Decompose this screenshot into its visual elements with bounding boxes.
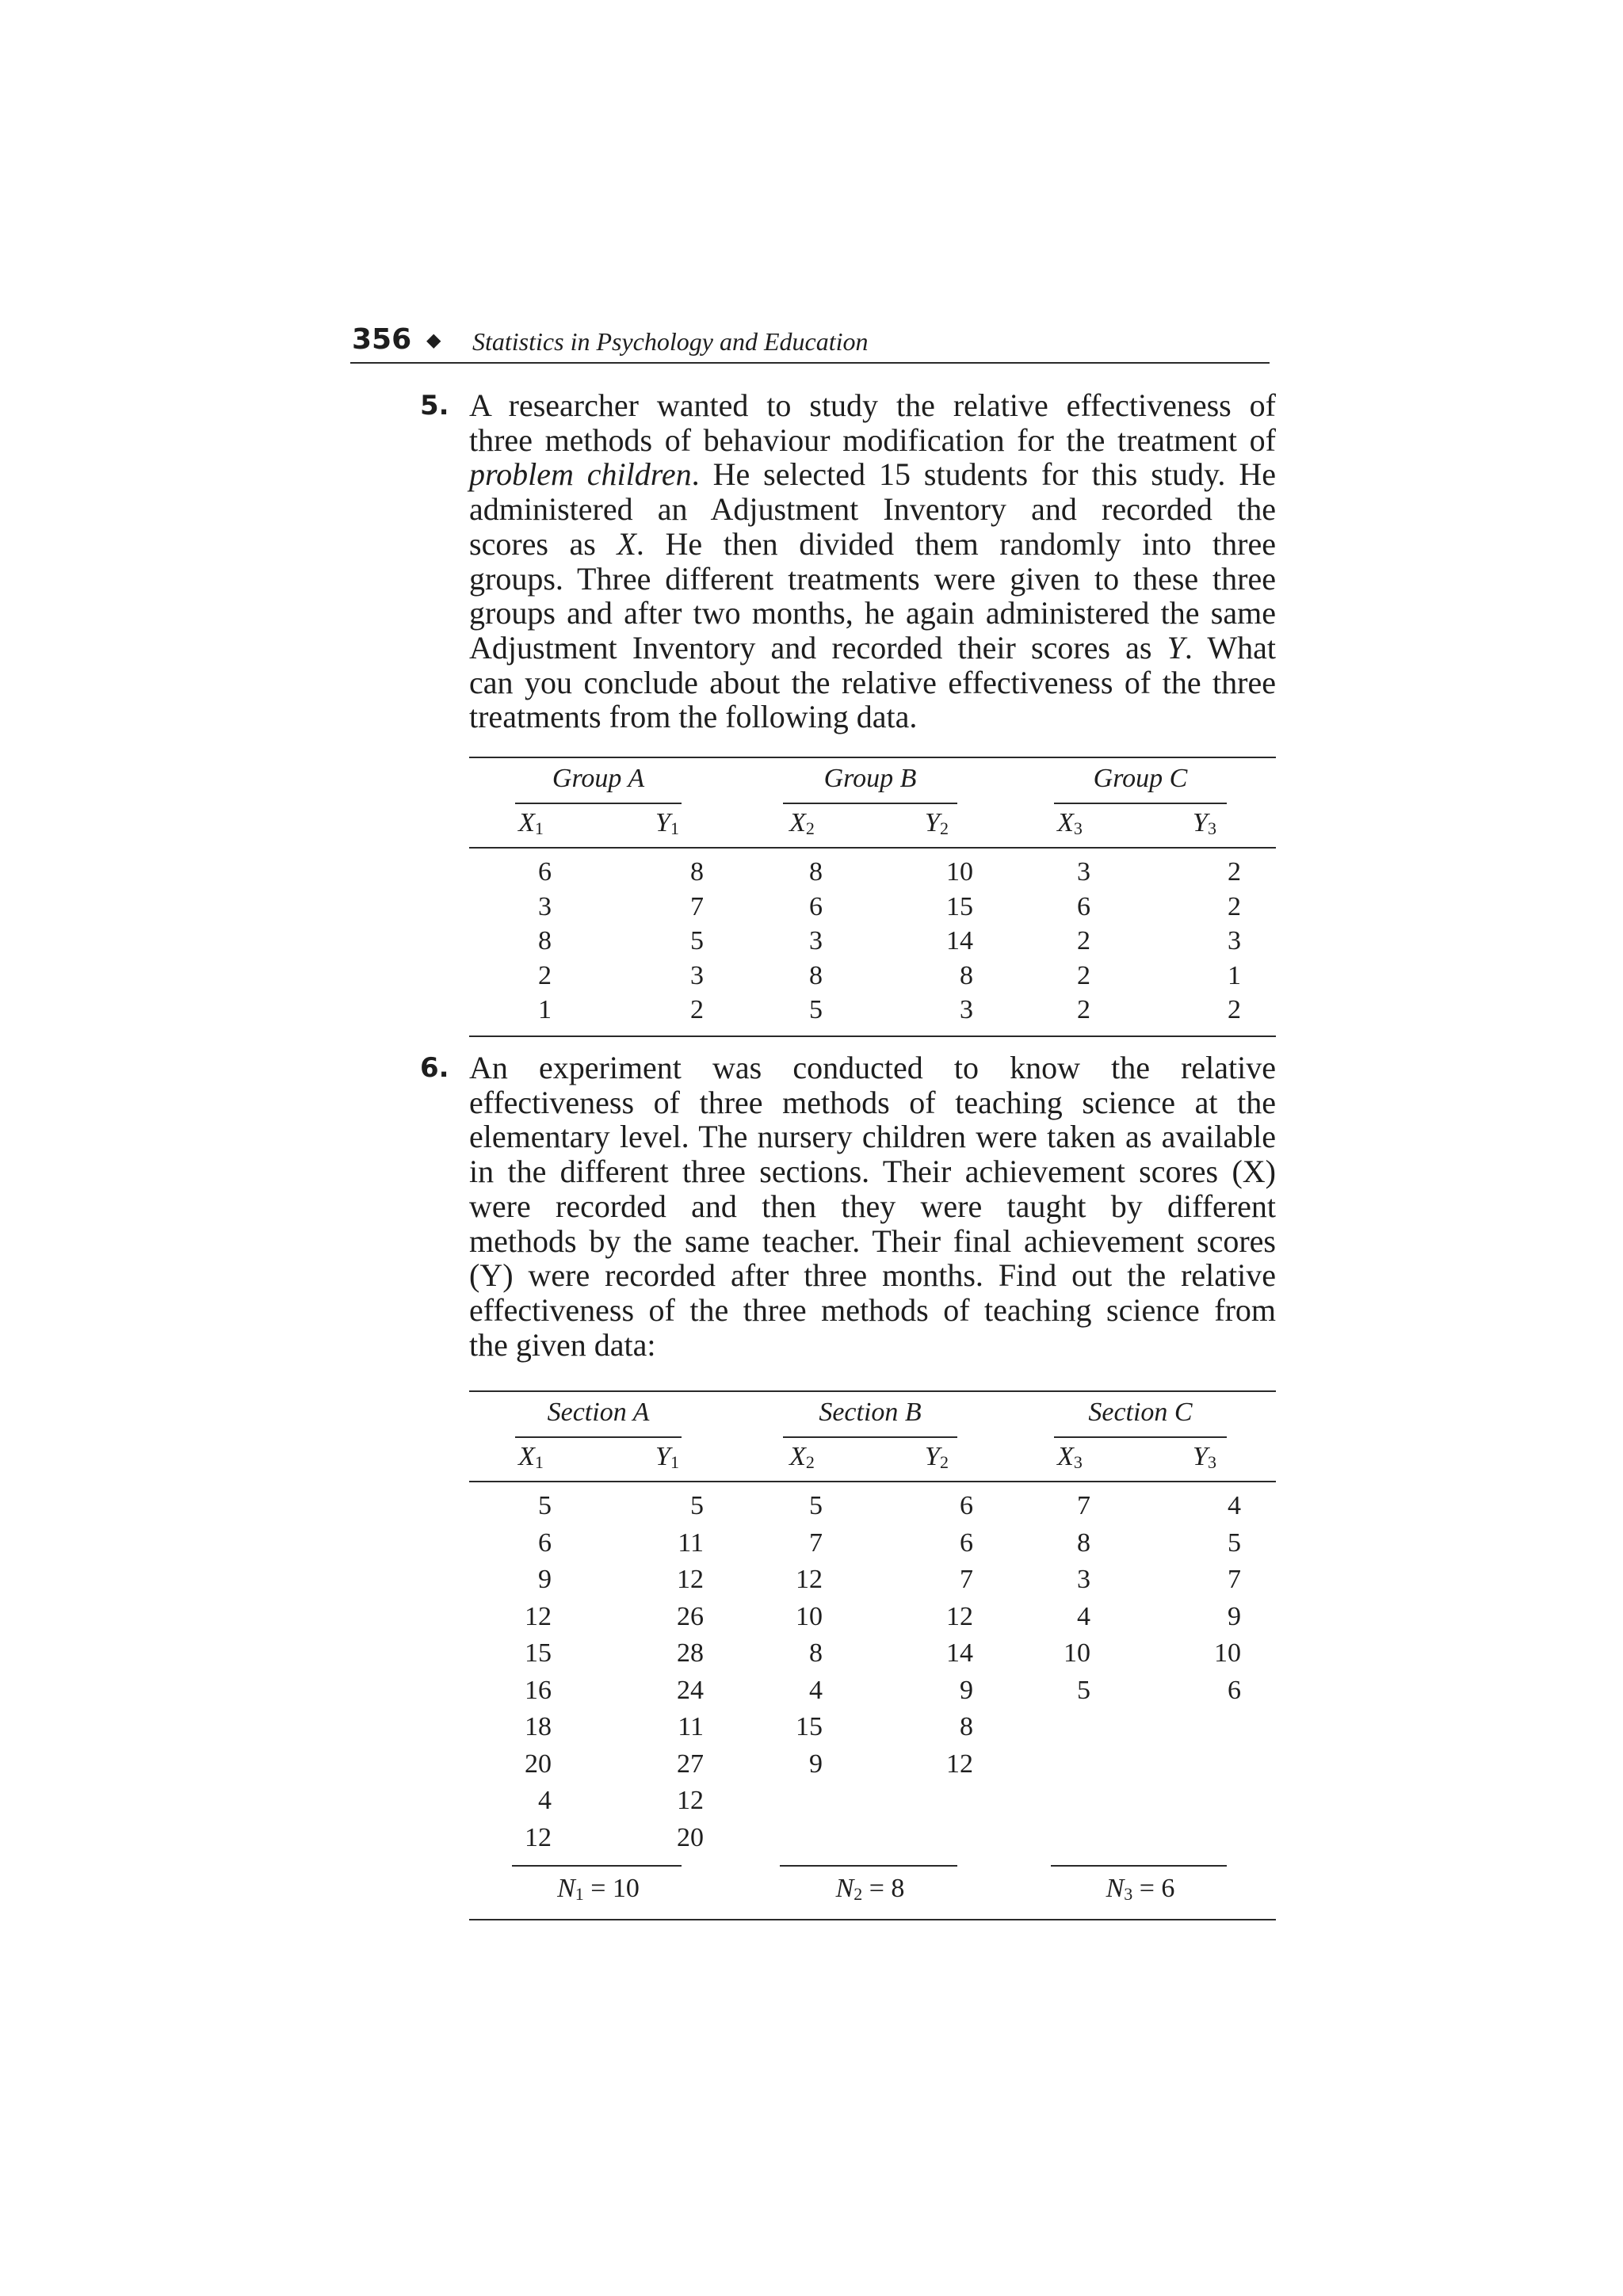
x-value-cell: 9 xyxy=(809,1749,823,1779)
sample-size xyxy=(1022,1873,1259,1910)
q6-line: the given data: xyxy=(469,1326,656,1363)
x-value-cell: 5 xyxy=(809,1491,823,1520)
column-header xyxy=(1038,1441,1102,1478)
x-value-cell: 15 xyxy=(796,1712,823,1741)
y-value-cell: 12 xyxy=(677,1565,704,1594)
x-value-cell: 5 xyxy=(538,1491,552,1520)
group-heading: Section B xyxy=(819,1398,922,1427)
sample-size xyxy=(479,1873,717,1910)
header-bottom-rule xyxy=(469,1481,1276,1482)
column-subscript: 1 xyxy=(534,818,544,838)
column-header xyxy=(770,1441,834,1478)
y-value-cell: 26 xyxy=(677,1601,704,1631)
table-top-rule xyxy=(469,1390,1276,1392)
column-variable: Y xyxy=(925,808,940,837)
x-value-cell: 6 xyxy=(538,857,552,887)
x-value-cell: 3 xyxy=(1077,857,1090,887)
column-variable: Y xyxy=(1193,1442,1208,1471)
q6-line: in the different three sections. Their achievement scores (X) xyxy=(469,1154,1276,1190)
column-subscript: 2 xyxy=(805,1452,815,1472)
y-value-cell: 28 xyxy=(677,1638,704,1668)
n-subscript: 2 xyxy=(854,1884,863,1904)
sample-size xyxy=(751,1873,989,1910)
x-value-cell: 10 xyxy=(796,1601,823,1631)
q6-line: effectiveness of the three methods of teaching science from xyxy=(469,1291,1276,1328)
column-variable: X xyxy=(518,1442,535,1471)
x-value-cell: 8 xyxy=(1077,1527,1090,1558)
y-value-cell: 10 xyxy=(1214,1638,1241,1668)
y-value-cell: 8 xyxy=(690,857,704,887)
y-value-cell: 6 xyxy=(960,1527,973,1558)
column-header xyxy=(905,1441,968,1478)
x-value-cell: 7 xyxy=(1077,1491,1090,1520)
y-value-cell: 5 xyxy=(1228,1527,1241,1558)
column-header xyxy=(770,807,834,845)
q5-line: administered an Adjustment Inventory and recorded the xyxy=(469,491,1276,528)
x-value-cell: 12 xyxy=(796,1565,823,1594)
x-value-cell: 2 xyxy=(1077,960,1090,990)
group-underline xyxy=(515,803,682,804)
n-value: = 8 xyxy=(869,1874,905,1903)
column-header xyxy=(905,807,968,845)
q5-line xyxy=(469,457,1276,492)
column-header xyxy=(636,807,699,845)
x-value-cell: 12 xyxy=(525,1822,552,1852)
x-value-cell: 2 xyxy=(1077,926,1090,955)
x-value-cell: 2 xyxy=(1077,995,1090,1024)
x-value-cell: 4 xyxy=(1077,1601,1090,1631)
group-heading: Group B xyxy=(823,764,917,793)
x-value-cell: 3 xyxy=(1077,1565,1090,1594)
n-variable: N xyxy=(557,1874,575,1903)
x-value-cell: 10 xyxy=(1064,1638,1090,1668)
y-value-cell: 7 xyxy=(690,891,704,921)
x-value-cell: 12 xyxy=(525,1601,552,1631)
x-value-cell: 6 xyxy=(809,891,823,921)
group-underline xyxy=(515,1436,682,1438)
n-value: = 6 xyxy=(1139,1874,1175,1903)
x-value-cell: 20 xyxy=(525,1749,552,1779)
total-rule xyxy=(512,1865,682,1867)
question-5-table xyxy=(469,757,1276,1042)
x-value-cell: 8 xyxy=(809,857,823,887)
x-value-cell: 8 xyxy=(809,960,823,990)
n-variable: N xyxy=(835,1874,854,1903)
y-value-cell: 9 xyxy=(960,1675,973,1705)
column-subscript: 2 xyxy=(939,1452,949,1472)
column-subscript: 3 xyxy=(1207,818,1216,838)
y-value-cell: 8 xyxy=(960,1712,973,1741)
x-value-cell: 8 xyxy=(809,1638,823,1668)
running-head xyxy=(350,318,1270,365)
x-value-cell: 18 xyxy=(525,1712,552,1741)
x-value-cell: 6 xyxy=(538,1527,552,1558)
x-value-cell: 6 xyxy=(1077,891,1090,921)
q5-var-y: Y xyxy=(1167,629,1185,666)
x-value-cell: 3 xyxy=(809,926,823,955)
book-title: Statistics in Psychology and Education xyxy=(472,327,869,356)
group-heading: Group A xyxy=(552,764,645,793)
q5-line: can you conclude about the relative effectiveness of the three xyxy=(469,664,1276,700)
column-header xyxy=(1173,1441,1236,1478)
y-value-cell: 5 xyxy=(690,1491,704,1520)
x-value-cell: 7 xyxy=(809,1527,823,1558)
y-value-cell: 3 xyxy=(1228,926,1241,955)
y-value-cell: 9 xyxy=(1228,1601,1241,1631)
question-6-number: 6. xyxy=(420,1052,449,1084)
x-value-cell: 5 xyxy=(1077,1675,1090,1705)
y-value-cell: 5 xyxy=(690,926,704,955)
y-value-cell: 15 xyxy=(946,891,973,921)
y-value-cell: 2 xyxy=(690,995,704,1024)
question-6-text xyxy=(469,1051,1276,1362)
y-value-cell: 4 xyxy=(1228,1491,1241,1520)
q5-var-x: X xyxy=(617,525,636,562)
x-value-cell: 8 xyxy=(538,926,552,955)
group-heading: Section C xyxy=(1088,1398,1193,1427)
y-value-cell: 20 xyxy=(677,1822,704,1852)
column-header xyxy=(636,1441,699,1478)
y-value-cell: 24 xyxy=(677,1675,704,1705)
group-underline xyxy=(1054,1436,1227,1438)
column-subscript: 2 xyxy=(805,818,815,838)
x-value-cell: 4 xyxy=(809,1675,823,1705)
group-underline xyxy=(1054,803,1227,804)
q5-italic-phrase: problem children xyxy=(469,456,692,493)
header-bottom-rule xyxy=(469,847,1276,849)
header-rule xyxy=(350,362,1270,364)
x-value-cell: 9 xyxy=(538,1565,552,1594)
q6-line: effectiveness of three methods of teaching science at the xyxy=(469,1084,1276,1120)
column-variable: X xyxy=(518,808,535,837)
y-value-cell: 12 xyxy=(946,1749,973,1779)
column-subscript: 1 xyxy=(534,1452,544,1472)
total-rule xyxy=(1051,1865,1227,1867)
q6-line: were recorded and then they were taught by different xyxy=(469,1188,1276,1224)
question-5-number: 5. xyxy=(420,390,449,421)
group-heading: Group C xyxy=(1093,764,1188,793)
q6-line: (Y) were recorded after three months. Find out the relative xyxy=(469,1257,1276,1294)
page-number: 356 xyxy=(352,323,412,356)
y-value-cell: 6 xyxy=(960,1491,973,1520)
column-header xyxy=(499,1441,563,1478)
column-subscript: 2 xyxy=(939,818,949,838)
column-variable: Y xyxy=(655,1442,670,1471)
y-value-cell: 2 xyxy=(1228,891,1241,921)
table-bottom-rule xyxy=(469,1919,1276,1920)
q5-line-start: Adjustment Inventory and recorded their scores as xyxy=(469,629,1167,666)
column-variable: X xyxy=(789,808,806,837)
group-underline xyxy=(783,1436,957,1438)
column-header xyxy=(1173,807,1236,845)
y-value-cell: 12 xyxy=(946,1601,973,1631)
y-value-cell: 2 xyxy=(1228,995,1241,1024)
q5-line: treatments from the following data. xyxy=(469,699,918,735)
column-subscript: 3 xyxy=(1207,1452,1216,1472)
q5-line: groups and after two months, he again administered the same xyxy=(469,595,1276,631)
group-underline xyxy=(783,803,957,804)
x-value-cell: 5 xyxy=(809,995,823,1024)
y-value-cell: 6 xyxy=(1228,1675,1241,1705)
q5-line: A researcher wanted to study the relative effectiveness of xyxy=(469,387,1276,423)
table-bottom-rule xyxy=(469,1035,1276,1037)
n-variable: N xyxy=(1106,1874,1125,1903)
group-heading: Section A xyxy=(547,1398,650,1427)
question-5-text xyxy=(469,388,1276,734)
n-value: = 10 xyxy=(590,1874,640,1903)
y-value-cell: 27 xyxy=(677,1749,704,1779)
y-value-cell: 1 xyxy=(1228,960,1241,990)
column-subscript: 1 xyxy=(670,818,679,838)
diamond-icon: ◆ xyxy=(426,329,441,351)
x-value-cell: 16 xyxy=(525,1675,552,1705)
column-header xyxy=(499,807,563,845)
y-value-cell: 11 xyxy=(678,1712,704,1741)
q5-line xyxy=(469,631,1276,666)
n-subscript: 3 xyxy=(1124,1884,1133,1904)
x-value-cell: 4 xyxy=(538,1786,552,1815)
y-value-cell: 10 xyxy=(946,857,973,887)
y-value-cell: 11 xyxy=(678,1527,704,1558)
column-variable: Y xyxy=(925,1442,940,1471)
y-value-cell: 7 xyxy=(1228,1565,1241,1594)
column-variable: Y xyxy=(1193,808,1208,837)
column-variable: X xyxy=(789,1442,806,1471)
column-subscript: 3 xyxy=(1073,1452,1083,1472)
q5-line: three methods of behaviour modification for the treatment of xyxy=(469,421,1276,458)
q6-line: An experiment was conducted to know the relative xyxy=(469,1050,1276,1085)
q5-line: groups. Three different treatments were given to these three xyxy=(469,560,1276,597)
y-value-cell: 3 xyxy=(690,960,704,990)
y-value-cell: 14 xyxy=(946,926,973,955)
q5-line-rest: . What xyxy=(1184,629,1276,666)
y-value-cell: 7 xyxy=(960,1565,973,1594)
table-top-rule xyxy=(469,757,1276,758)
y-value-cell: 3 xyxy=(960,995,973,1024)
column-subscript: 3 xyxy=(1073,818,1083,838)
column-subscript: 1 xyxy=(670,1452,679,1472)
q5-line-rest: . He selected 15 students for this study. He xyxy=(691,456,1277,493)
n-subscript: 1 xyxy=(575,1884,584,1904)
q6-line: methods by the same teacher. Their final achievement scores xyxy=(469,1222,1276,1259)
column-variable: Y xyxy=(655,808,670,837)
question-6-table xyxy=(469,1390,1276,1937)
column-header xyxy=(1038,807,1102,845)
total-rule xyxy=(780,1865,957,1867)
column-variable: X xyxy=(1057,808,1074,837)
y-value-cell: 8 xyxy=(960,960,973,990)
x-value-cell: 3 xyxy=(538,891,552,921)
q6-line: elementary level. The nursery children were taken as available xyxy=(469,1119,1276,1155)
x-value-cell: 1 xyxy=(538,995,552,1024)
y-value-cell: 14 xyxy=(946,1638,973,1668)
q5-line xyxy=(469,527,1276,562)
x-value-cell: 2 xyxy=(538,960,552,990)
column-variable: X xyxy=(1057,1442,1074,1471)
q5-line-rest: . He then divided them randomly into three xyxy=(636,525,1276,562)
y-value-cell: 2 xyxy=(1228,857,1241,887)
q5-line-start: scores as xyxy=(469,525,617,562)
x-value-cell: 15 xyxy=(525,1638,552,1668)
y-value-cell: 12 xyxy=(677,1786,704,1815)
